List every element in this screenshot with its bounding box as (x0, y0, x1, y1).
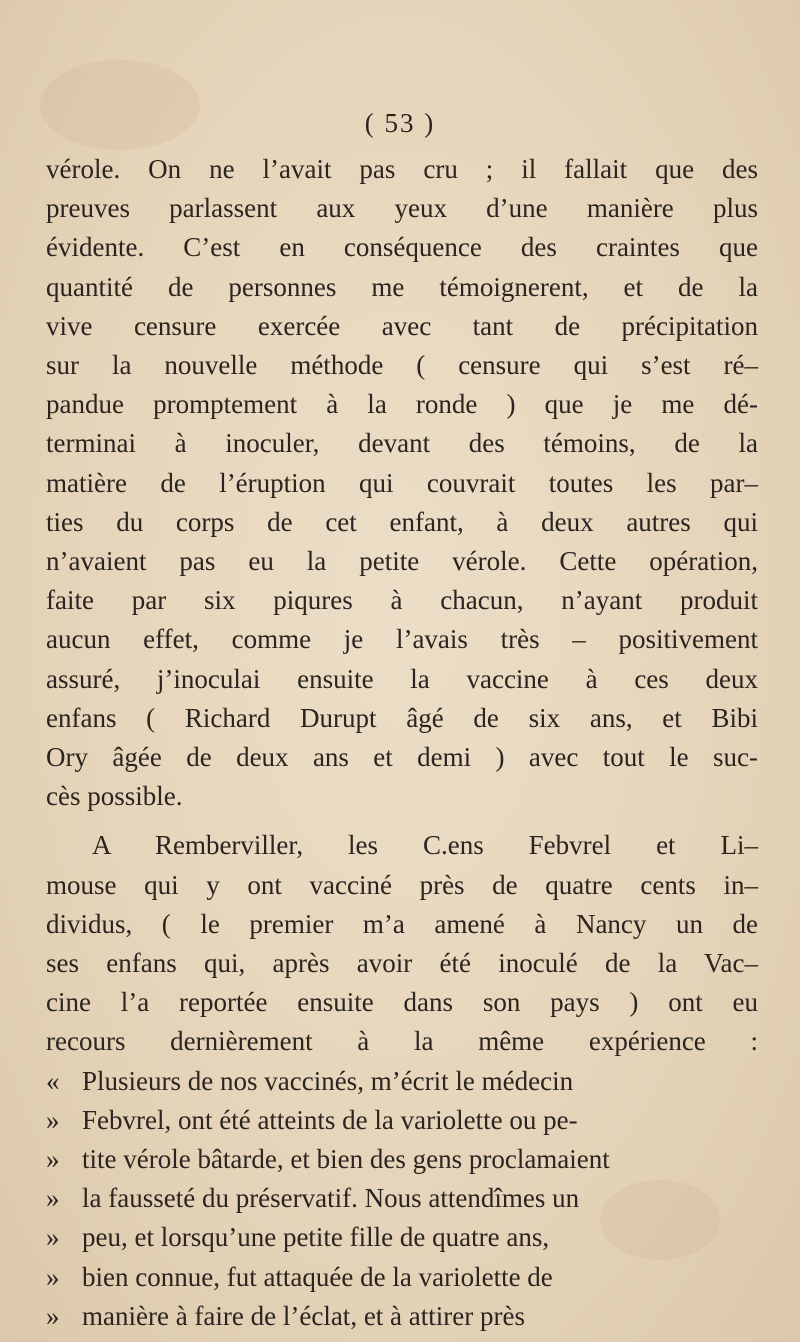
text-line: Ory âgée de deux ans et demi ) avec tout le suc- (46, 742, 758, 772)
text-line: évidente. C’est en conséquence des craintes que (46, 232, 758, 263)
quote-text: la fausseté du préservatif. Nous attendîmes un (82, 1183, 580, 1214)
quote-text: manière à faire de l’éclat, et à attirer près (82, 1300, 525, 1331)
text-line (46, 1297, 758, 1336)
text-line: enfans ( Richard Durupt âgé de six ans, et Bibi (46, 702, 758, 733)
text-line: assuré, j’inoculai ensuite la vaccine à ces deux (46, 663, 758, 694)
quote-text: peu, et lorsqu’une petite fille de quatre ans, (82, 1222, 550, 1253)
text-line: ses enfans qui, après avoir été inoculé de la Vac– (46, 948, 758, 978)
text-line: ties du corps de cet enfant, à deux autres qui (46, 506, 758, 537)
quotation-mark: « (46, 1065, 60, 1096)
text-line (46, 1101, 758, 1140)
quotation-mark: » (46, 1261, 60, 1292)
text-line: cès possible. (46, 781, 183, 812)
text-line: matière de l’éruption qui couvrait toutes les par– (46, 467, 758, 498)
quotation-mark: » (46, 1104, 60, 1135)
text-line: preuves parlassent aux yeux d’une manière plus (46, 193, 758, 224)
page-number: ( 53 ) (364, 108, 436, 138)
text-line: terminai à inoculer, devant des témoins, de la (46, 428, 758, 459)
text-line (46, 1179, 758, 1218)
text-line: sur la nouvelle méthode ( censure qui s’est ré– (46, 350, 758, 380)
quote-text: bien connue, fut attaquée de la variolette de (82, 1261, 553, 1292)
text-line (46, 1258, 758, 1297)
text-line (46, 1218, 758, 1257)
text-line: aucun effet, comme je l’avais très – positivement (46, 624, 758, 655)
text-line: A Remberviller, les C.ens Febvrel et Li– (92, 830, 758, 861)
quotation-mark: » (46, 1300, 60, 1331)
text-line (46, 1062, 758, 1101)
quotation-mark: » (46, 1144, 60, 1174)
quote-text: tite vérole bâtarde, et bien des gens proclamaient (82, 1144, 610, 1174)
text-line: recours dernièrement à la même expérience : (46, 1026, 758, 1057)
text-line: quantité de personnes me témoignerent, et de la (46, 271, 758, 302)
text-line: vive censure exercée avec tant de précipitation (46, 310, 758, 341)
quotation-mark: » (46, 1183, 60, 1214)
text-line: faite par six piqures à chacun, n’ayant produit (46, 585, 758, 616)
text-line: pandue promptement à la ronde ) que je me dé- (46, 389, 758, 420)
text-line: mouse qui y ont vacciné près de quatre cents in– (46, 869, 758, 900)
quote-text: Febvrel, ont été atteints de la variolette ou pe- (82, 1104, 578, 1135)
text-line: vérole. On ne l’avait pas cru ; il fallait que des (46, 154, 758, 184)
quotation-mark: » (46, 1222, 60, 1253)
quote-text: Plusieurs de nos vaccinés, m’écrit le médecin (82, 1065, 574, 1096)
text-line: cine l’a reportée ensuite dans son pays ) ont eu (46, 987, 758, 1018)
text-line: n’avaient pas eu la petite vérole. Cette opération, (46, 546, 758, 576)
text-line (46, 1140, 758, 1179)
text-line: dividus, ( le premier m’a amené à Nancy un de (46, 908, 758, 939)
